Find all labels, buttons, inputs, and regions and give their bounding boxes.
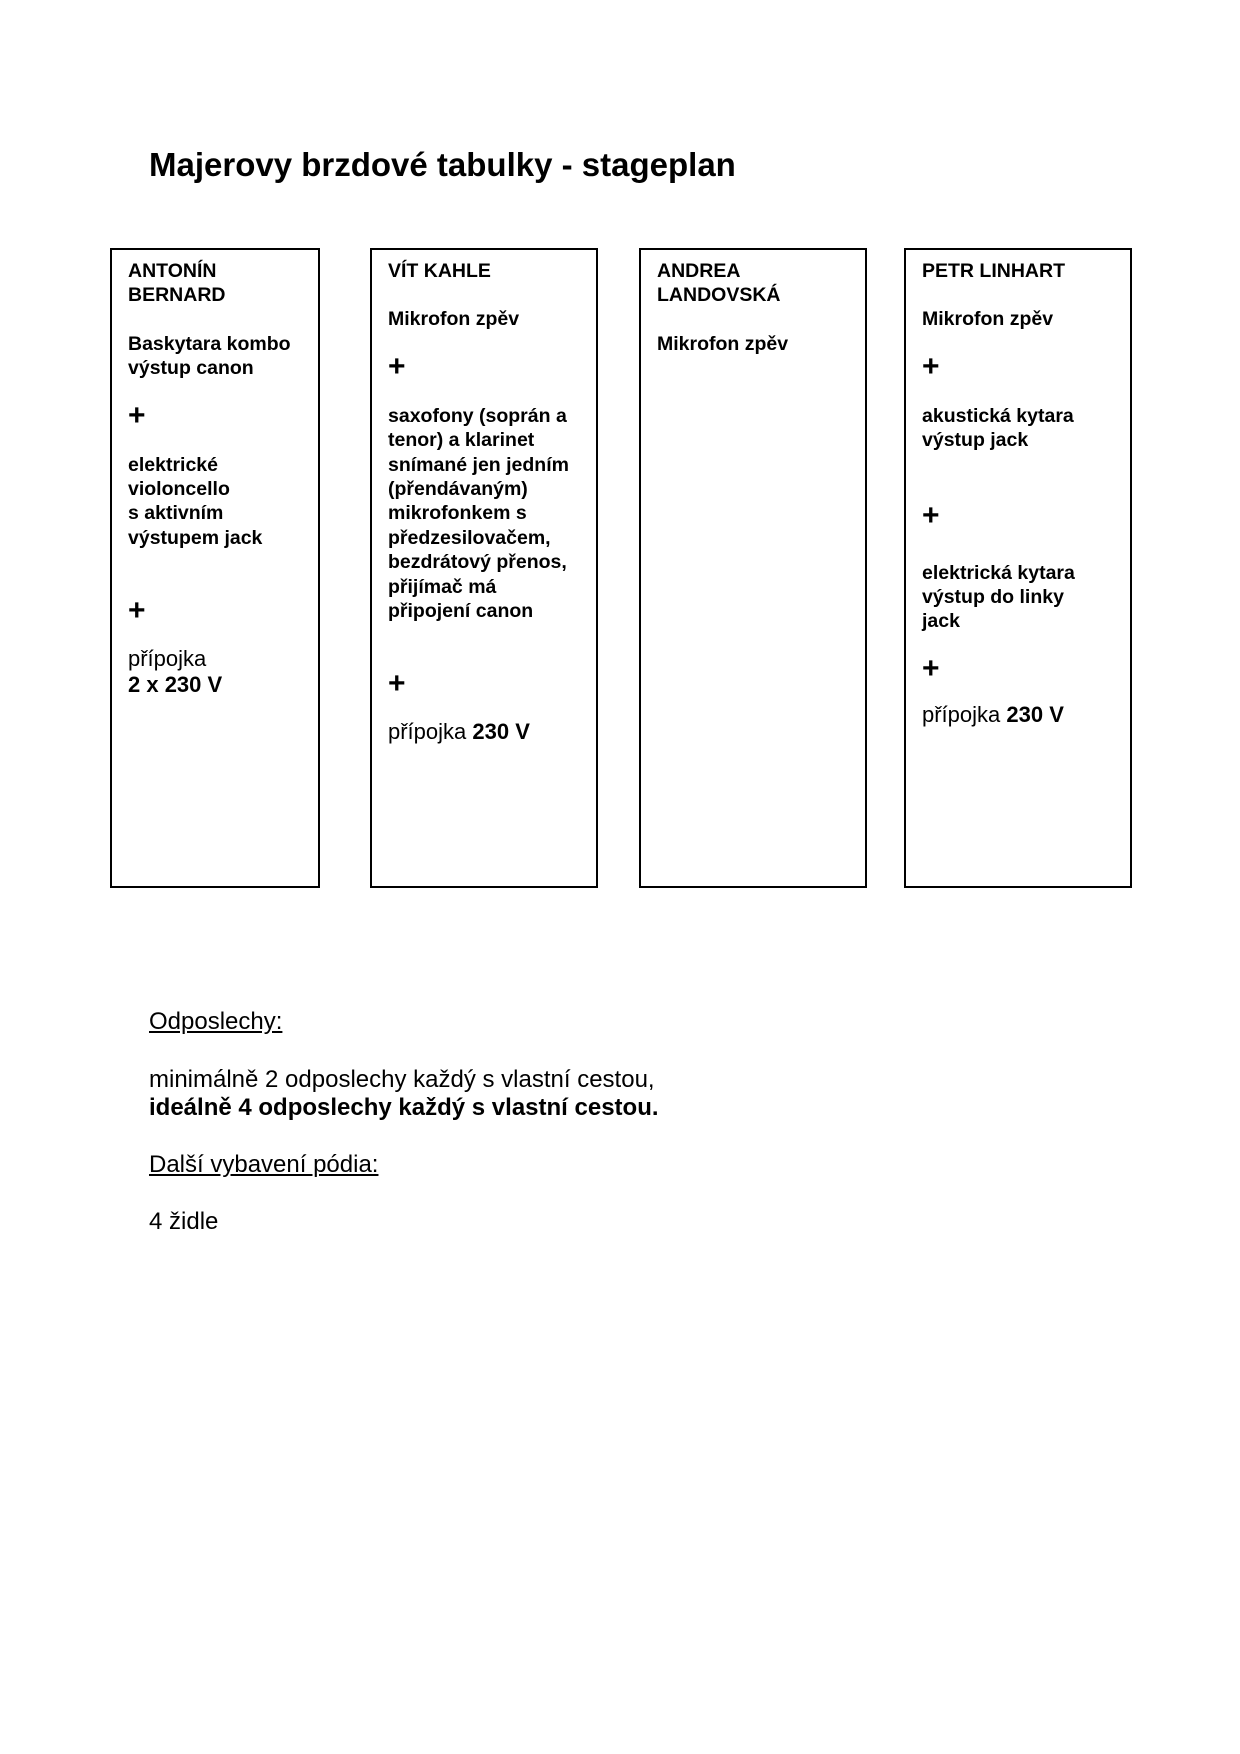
musician-box-landovska — [639, 248, 867, 888]
plus-sign: + — [388, 667, 406, 701]
musician-box-kahle — [370, 248, 598, 888]
musician-box-bernard — [110, 248, 320, 888]
equipment-item: 4 židle — [149, 1208, 219, 1235]
instrument-saxophones: saxofony (soprán a tenor) a klarinet snímané jen jedním (přendávaným) mikrofonkem s předzesilovačem, bezdrátový přenos, přijímač má připojení canon — [388, 404, 569, 623]
instrument-electric-guitar: elektrická kytara výstup do linky jack — [922, 561, 1075, 633]
instrument-acoustic-guitar: akustická kytara výstup jack — [922, 404, 1074, 452]
power-requirement: přípojka 2 x 230 V — [128, 646, 223, 698]
page-title: Majerovy brzdové tabulky - stageplan — [149, 146, 736, 183]
plus-sign: + — [128, 594, 146, 628]
monitors-heading: Odposlechy: — [149, 1008, 283, 1035]
instrument-bass: Baskytara kombo výstup canon — [128, 332, 291, 380]
monitors-minimum: minimálně 2 odposlechy každý s vlastní cestou, — [149, 1066, 655, 1093]
plus-sign: + — [922, 498, 940, 532]
musician-name: ANDREA LANDOVSKÁ — [657, 260, 781, 307]
plus-sign: + — [922, 651, 940, 685]
equipment-heading: Další vybavení pódia: — [149, 1151, 379, 1178]
plus-sign: + — [128, 398, 146, 432]
musician-name: PETR LINHART — [922, 260, 1065, 282]
instrument-vocal-mic: Mikrofon zpěv — [922, 308, 1054, 331]
plus-sign: + — [922, 349, 940, 383]
musician-box-linhart — [904, 248, 1132, 888]
power-requirement: přípojka 230 V — [388, 719, 530, 745]
plus-sign: + — [388, 349, 406, 383]
instrument-vocal-mic: Mikrofon zpěv — [388, 308, 520, 331]
monitors-ideal: ideálně 4 odposlechy každý s vlastní cestou. — [149, 1094, 659, 1121]
instrument-cello: elektrické violoncello s aktivním výstupem jack — [128, 453, 263, 549]
musician-name: ANTONÍN BERNARD — [128, 260, 226, 307]
instrument-vocal-mic: Mikrofon zpěv — [657, 332, 789, 355]
musician-name: VÍT KAHLE — [388, 260, 491, 282]
power-requirement: přípojka 230 V — [922, 701, 1064, 727]
